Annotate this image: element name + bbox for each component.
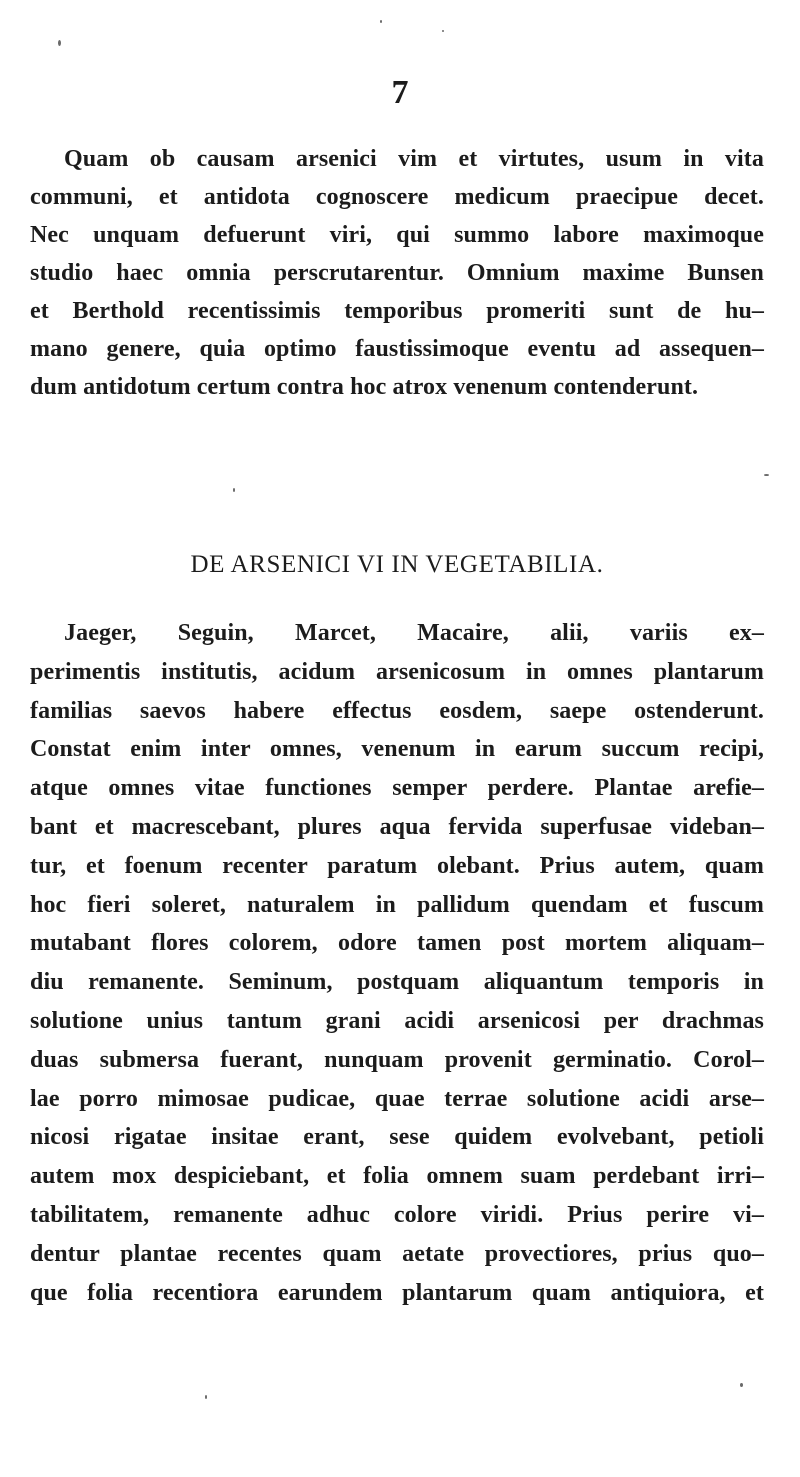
- text-line: Constat enim inter omnes, venenum in earum succum recipi,: [30, 736, 764, 763]
- text-line: tur, et foenum recenter paratum olebant. Prius autem, quam: [30, 852, 764, 879]
- text-line: lae porro mimosae pudicae, quae terrae solutione acidi arse–: [30, 1085, 764, 1112]
- scan-speck: [58, 40, 61, 46]
- text-line: studio haec omnia perscrutarentur. Omnium maxime Bunsen: [30, 260, 764, 286]
- text-line: autem mox despiciebant, et folia omnem suam perdebant irri–: [30, 1163, 764, 1190]
- text-line: dentur plantae recentes quam aetate provectiores, prius quo–: [30, 1240, 764, 1267]
- paragraph-intro: [30, 140, 764, 406]
- text-line: atque omnes vitae functiones semper perdere. Plantae arefie–: [30, 775, 764, 802]
- text-line: Jaeger, Seguin, Marcet, Macaire, alii, variis ex–: [64, 620, 764, 646]
- text-line: que folia recentiora earundem plantarum quam antiquiora, et: [30, 1279, 764, 1306]
- scan-speck: [764, 474, 769, 476]
- paragraph-experiments: [30, 614, 764, 1312]
- text-line: diu remanente. Seminum, postquam aliquantum temporis in: [30, 969, 764, 996]
- text-line: tabilitatem, remanente adhuc colore viridi. Prius perire vi–: [30, 1201, 764, 1228]
- text-line: nicosi rigatae insitae erant, sese quidem evolvebant, petioli: [30, 1124, 764, 1151]
- section-heading: DE ARSENICI VI IN VEGETABILIA.: [190, 551, 604, 578]
- text-line: et Berthold recentissimis temporibus promeriti sunt de hu–: [30, 298, 764, 324]
- text-line: hoc fieri soleret, naturalem in pallidum quendam et fuscum: [30, 891, 764, 918]
- text-line: perimentis institutis, acidum arsenicosum in omnes plantarum: [30, 658, 764, 685]
- text-line: familias saevos habere effectus eosdem, saepe ostenderunt.: [30, 697, 764, 724]
- text-line: mano genere, quia optimo faustissimoque eventu ad assequen–: [30, 336, 764, 362]
- text-line: communi, et antidota cognoscere medicum praecipue decet.: [30, 184, 764, 210]
- scan-speck: [205, 1395, 207, 1399]
- scan-speck: [442, 30, 444, 32]
- scan-speck: [380, 20, 382, 23]
- text-line: duas submersa fuerant, nunquam provenit germinatio. Corol–: [30, 1046, 764, 1073]
- text-line: Quam ob causam arsenici vim et virtutes, usum in vita: [64, 146, 764, 172]
- section-heading-wrap: [30, 546, 764, 584]
- text-line: bant et macrescebant, plures aqua fervida superfusae videban–: [30, 813, 764, 840]
- text-line: mutabant flores colorem, odore tamen post mortem aliquam–: [30, 930, 764, 957]
- scan-speck: [740, 1383, 743, 1387]
- text-line: solutione unius tantum grani acidi arsenicosi per drachmas: [30, 1007, 764, 1034]
- text-line: dum antidotum certum contra hoc atrox venenum contenderunt.: [30, 374, 699, 400]
- scan-speck: [233, 488, 235, 492]
- page-number: 7: [391, 74, 409, 111]
- text-line: Nec unquam defuerunt viri, qui summo labore maximoque: [30, 222, 764, 248]
